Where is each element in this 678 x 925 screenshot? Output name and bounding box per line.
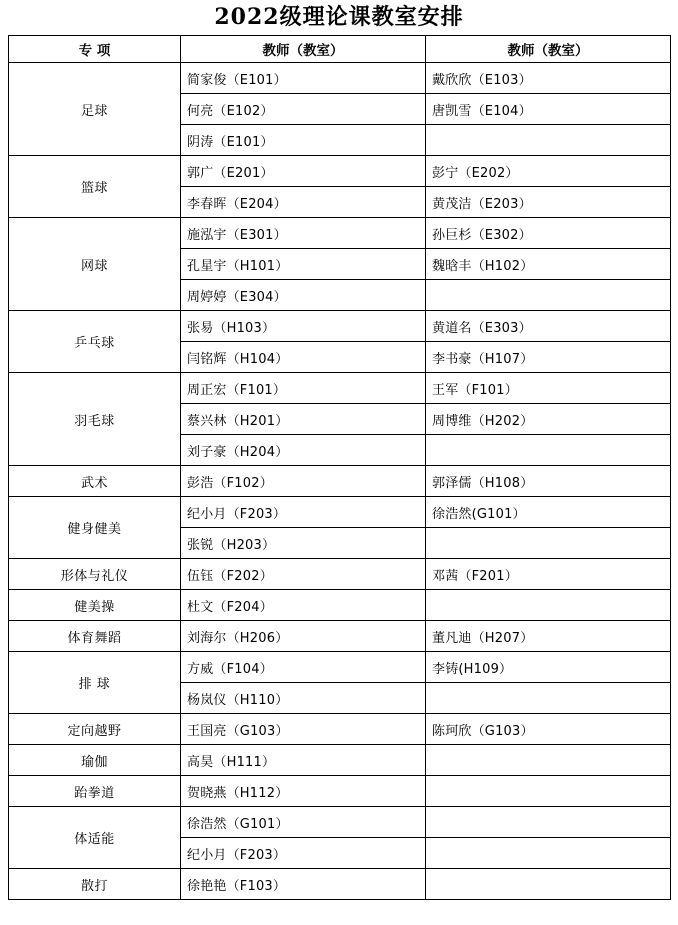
sport-name-cell: 瑜伽: [9, 745, 181, 776]
teacher-classroom-cell: 张易（H103）: [181, 311, 426, 342]
table-row: [9, 869, 671, 900]
table-row: [9, 776, 671, 807]
teacher-classroom-cell: 何亮（E102）: [181, 94, 426, 125]
sport-name-cell: 散打: [9, 869, 181, 900]
sport-name-cell: 健身健美: [9, 497, 181, 559]
teacher-classroom-cell: 黄茂洁（E203）: [426, 187, 671, 218]
teacher-classroom-cell: 郭广（E201）: [181, 156, 426, 187]
teacher-classroom-cell: 周婷婷（E304）: [181, 280, 426, 311]
teacher-classroom-cell: 戴欣欣（E103）: [426, 63, 671, 94]
table-row: [9, 652, 671, 683]
table-row: [9, 497, 671, 528]
teacher-classroom-cell: 李书豪（H107）: [426, 342, 671, 373]
table-row: [9, 63, 671, 94]
table-row: [9, 621, 671, 652]
sport-name-cell: 体适能: [9, 807, 181, 869]
teacher-classroom-cell: 闫铭辉（H104）: [181, 342, 426, 373]
teacher-classroom-cell: 杨岚仪（H110）: [181, 683, 426, 714]
table-header-row: [9, 36, 671, 63]
teacher-classroom-cell: 方威（F104）: [181, 652, 426, 683]
teacher-classroom-cell: [426, 125, 671, 156]
teacher-classroom-cell: 徐浩然(G101）: [426, 497, 671, 528]
sport-name-cell: 羽毛球: [9, 373, 181, 466]
sport-name-cell: 排 球: [9, 652, 181, 714]
teacher-classroom-cell: [426, 838, 671, 869]
table-row: [9, 807, 671, 838]
table-row: [9, 745, 671, 776]
sport-name-cell: 乒乓球: [9, 311, 181, 373]
teacher-classroom-cell: 简家俊（E101）: [181, 63, 426, 94]
teacher-classroom-cell: [426, 280, 671, 311]
teacher-classroom-cell: 贺晓燕（H112）: [181, 776, 426, 807]
page-title: 2022级理论课教室安排: [214, 4, 464, 30]
teacher-classroom-cell: [426, 683, 671, 714]
sport-name-cell: 形体与礼仪: [9, 559, 181, 590]
sport-name-cell: 体育舞蹈: [9, 621, 181, 652]
teacher-classroom-cell: 周博维（H202）: [426, 404, 671, 435]
teacher-classroom-cell: 徐艳艳（F103）: [181, 869, 426, 900]
sport-name-cell: 定向越野: [9, 714, 181, 745]
teacher-classroom-cell: 纪小月（F203）: [181, 497, 426, 528]
table-row: [9, 466, 671, 497]
teacher-classroom-cell: [426, 869, 671, 900]
teacher-classroom-cell: 彭浩（F102）: [181, 466, 426, 497]
table-row: [9, 373, 671, 404]
teacher-classroom-cell: 邓茜（F201）: [426, 559, 671, 590]
teacher-classroom-cell: 施泓宇（E301）: [181, 218, 426, 249]
header-teacher-b: 教师（教室）: [426, 36, 671, 63]
teacher-classroom-cell: 王军（F101）: [426, 373, 671, 404]
teacher-classroom-cell: 张锐（H203）: [181, 528, 426, 559]
teacher-classroom-cell: 李春晖（E204）: [181, 187, 426, 218]
sport-name-cell: 篮球: [9, 156, 181, 218]
table-row: [9, 590, 671, 621]
table-row: [9, 559, 671, 590]
teacher-classroom-cell: 伍钰（F202）: [181, 559, 426, 590]
teacher-classroom-cell: 郭泽儒（H108）: [426, 466, 671, 497]
teacher-classroom-cell: 蔡兴林（H201）: [181, 404, 426, 435]
table-row: [9, 311, 671, 342]
teacher-classroom-cell: 陈珂欣（G103）: [426, 714, 671, 745]
teacher-classroom-cell: 唐凯雪（E104）: [426, 94, 671, 125]
teacher-classroom-cell: 刘海尔（H206）: [181, 621, 426, 652]
teacher-classroom-cell: 孔星宇（H101）: [181, 249, 426, 280]
teacher-classroom-cell: 彭宁（E202）: [426, 156, 671, 187]
sport-name-cell: 网球: [9, 218, 181, 311]
teacher-classroom-cell: [426, 807, 671, 838]
sport-name-cell: 足球: [9, 63, 181, 156]
sport-name-cell: 跆拳道: [9, 776, 181, 807]
sport-name-cell: 武术: [9, 466, 181, 497]
teacher-classroom-cell: 魏晗丰（H102）: [426, 249, 671, 280]
header-teacher-a: 教师（教室）: [181, 36, 426, 63]
table-row: [9, 714, 671, 745]
header-sport: 专 项: [9, 36, 181, 63]
teacher-classroom-cell: 阴涛（E101）: [181, 125, 426, 156]
sport-name-cell: 健美操: [9, 590, 181, 621]
teacher-classroom-cell: [426, 435, 671, 466]
teacher-classroom-cell: 刘子豪（H204）: [181, 435, 426, 466]
teacher-classroom-cell: [426, 776, 671, 807]
teacher-classroom-cell: 孙巨杉（E302）: [426, 218, 671, 249]
teacher-classroom-cell: 黄道名（E303）: [426, 311, 671, 342]
table-row: [9, 156, 671, 187]
teacher-classroom-cell: 董凡迪（H207）: [426, 621, 671, 652]
teacher-classroom-cell: 高昊（H111）: [181, 745, 426, 776]
teacher-classroom-cell: [426, 590, 671, 621]
classroom-schedule-table: [8, 35, 671, 900]
teacher-classroom-cell: 徐浩然（G101）: [181, 807, 426, 838]
teacher-classroom-cell: [426, 745, 671, 776]
table-body: [9, 63, 671, 900]
teacher-classroom-cell: 杜文（F204）: [181, 590, 426, 621]
teacher-classroom-cell: 周正宏（F101）: [181, 373, 426, 404]
teacher-classroom-cell: 王国亮（G103）: [181, 714, 426, 745]
teacher-classroom-cell: 纪小月（F203）: [181, 838, 426, 869]
teacher-classroom-cell: 李铸(H109）: [426, 652, 671, 683]
teacher-classroom-cell: [426, 528, 671, 559]
table-row: [9, 218, 671, 249]
